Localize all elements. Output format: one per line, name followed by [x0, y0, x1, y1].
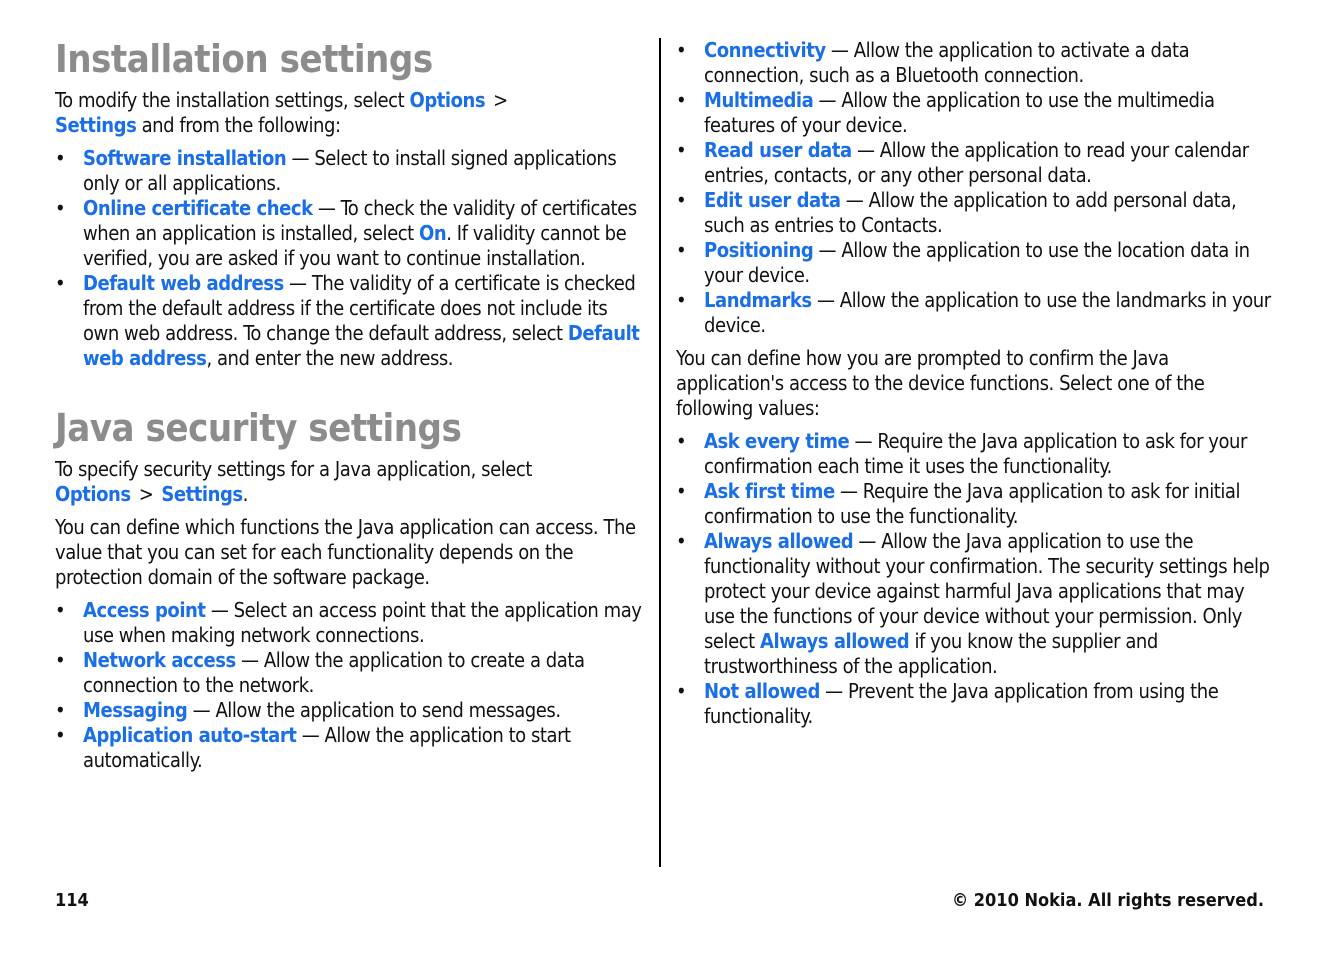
list-item: • Ask every time — Require the Java application to ask for your confirmation each time it uses the functionality.	[676, 429, 1247, 478]
copyright-notice: © 2010 Nokia. All rights reserved.	[951, 890, 1264, 911]
installation-options-list	[55, 146, 647, 371]
list-item: • Not allowed — Prevent the Java application from using the functionality.	[676, 679, 1219, 728]
list-item: • Multimedia — Allow the application to use the multimedia features of your device.	[676, 88, 1215, 137]
java-functions-list-left	[55, 598, 647, 773]
installation-intro: To modify the installation settings, select Options > Settings and from the following:	[55, 88, 508, 137]
list-item: • Ask first time — Require the Java application to ask for initial confirmation to use the functionality.	[676, 479, 1241, 528]
settings-keyword: Settings	[55, 113, 137, 137]
settings-keyword: Settings	[161, 482, 243, 506]
options-keyword: Options	[409, 88, 486, 112]
java-intro: To specify security settings for a Java application, select Options > Settings.	[55, 457, 532, 506]
java-functions-paragraph: You can define which functions the Java application can access. The value that you can set for each functionality depends on the protection domain of the software package.	[55, 515, 636, 589]
java-security-settings-heading: Java security settings	[55, 406, 462, 450]
list-item: • Messaging — Allow the application to send messages.	[55, 698, 561, 722]
prompt-paragraph: You can define how you are prompted to confirm the Java application's access to the device functions. Select one of the following values:	[676, 346, 1205, 420]
list-item: • Access point — Select an access point that the application may use when making network connections.	[55, 598, 642, 647]
java-functions-list-right	[676, 38, 1272, 338]
list-item: • Positioning — Allow the application to use the location data in your device.	[676, 238, 1250, 287]
list-item: • Read user data — Allow the application to read your calendar entries, contacts, or any other personal data.	[676, 138, 1249, 187]
page-number: 114	[55, 890, 89, 911]
left-column	[55, 36, 647, 773]
list-item: • Default web address — The validity of a certificate is checked from the default address if the certificate does not include its own web address. To change the default address, select Default web address, and enter the new address.	[55, 271, 640, 370]
right-column	[676, 38, 1272, 729]
list-item: • Connectivity — Allow the application to activate a data connection, such as a Bluetooth connection.	[676, 38, 1190, 87]
prompt-values-list	[676, 429, 1272, 729]
list-item: • Online certificate check — To check the validity of certificates when an application is installed, select On. If validity cannot be verified, you are asked if you want to continue installation.	[55, 196, 637, 270]
list-item: • Network access — Allow the application to create a data connection to the network.	[55, 648, 585, 697]
list-item: • Landmarks — Allow the application to use the landmarks in your device.	[676, 288, 1271, 337]
list-item: • Software installation — Select to install signed applications only or all applications.	[55, 146, 617, 195]
list-item: • Always allowed — Allow the Java application to use the functionality without your confirmation. The security settings help protect your device against harmful Java applications that may use the functions of your device without your permission. Only select Always allowed if you know the supplier and trustworthiness of the application.	[676, 529, 1270, 678]
list-item: • Application auto-start — Allow the application to start automatically.	[55, 723, 571, 772]
installation-settings-heading: Installation settings	[55, 37, 433, 81]
options-keyword: Options	[55, 482, 131, 506]
column-divider	[659, 38, 661, 867]
list-item: • Edit user data — Allow the application to add personal data, such as entries to Contacts.	[676, 188, 1237, 237]
